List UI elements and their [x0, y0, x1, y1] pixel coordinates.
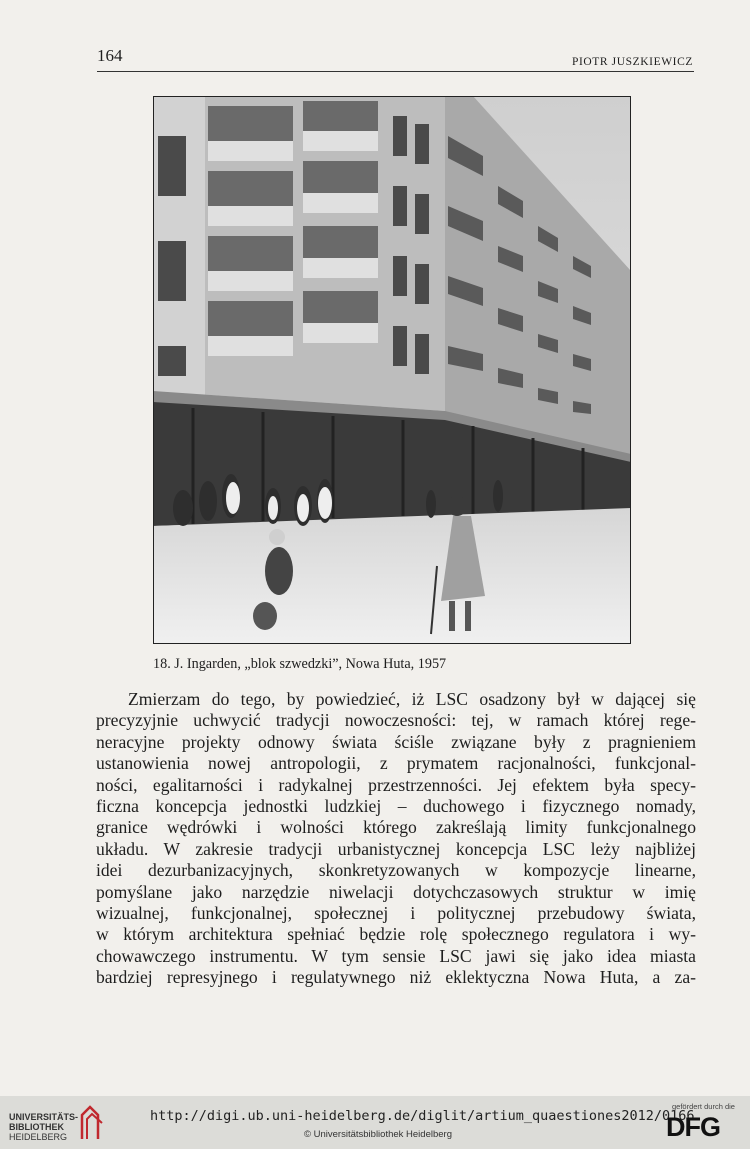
body-line: granice wędrówki i wolności którego zakreślają limity funkcjonalnego	[96, 817, 696, 838]
body-line: wizualnej, funkcjonalnej, społecznej i politycznej przebudowy świata,	[96, 903, 696, 924]
body-line: neracyjne projekty odnowy świata ściśle związane były z pragnieniem	[96, 731, 696, 752]
header-rule	[97, 71, 694, 72]
library-name	[9, 1112, 78, 1142]
body-line: ustanowienia nowej antropologii, z prymatem racjonalności, funkcjonal-	[96, 753, 696, 774]
body-line: w którym architektura spełniać będzie rolę społecznego regulatora i wy-	[96, 924, 696, 945]
body-line: pomyślane jako narzędzie niwelacji dotychczasowych struktur w imię	[96, 881, 696, 902]
library-name-line: HEIDELBERG	[9, 1132, 68, 1142]
footer-bar	[0, 1096, 750, 1149]
photo-apartment-block-icon	[153, 96, 631, 644]
body-line: Zmierzam do tego, by powiedzieć, iż LSC osadzony był w dającej się	[128, 689, 696, 709]
body-line: chowawczego instrumentu. W tym sensie LSC jawi się jako idea miasta	[96, 945, 696, 966]
page-number: 164	[97, 46, 123, 65]
body-line: ności, egalitarności i radykalnej przestrzenności. Jej efektem była specy-	[96, 774, 696, 795]
running-head: PIOTR JUSZKIEWICZ	[571, 56, 693, 68]
library-logo-icon	[78, 1105, 106, 1141]
copyright-notice: © Universitätsbibliothek Heidelberg	[304, 1129, 452, 1140]
body-line: precyzyjnie uchwycić tradycji nowoczesności: tej, w ramach której rege-	[96, 710, 696, 731]
figure-caption: 18. J. Ingarden, „blok szwedzki”, Nowa Huta, 1957	[153, 656, 447, 672]
dfg-logo: DFG	[666, 1112, 720, 1142]
body-line: układu. W zakresie tradycji urbanistycznej koncepcja LSC leży najbliżej	[96, 838, 696, 859]
funded-by-label: gefördert durch die	[672, 1102, 735, 1111]
library-name-line: BIBLIOTHEK	[9, 1122, 64, 1132]
body-text	[96, 689, 696, 989]
figure-photo	[153, 96, 631, 644]
library-name-line: UNIVERSITÄTS-	[9, 1112, 79, 1122]
source-url-link[interactable]: http://digi.ub.uni-heidelberg.de/diglit/artium_quaestiones2012/0166	[150, 1108, 695, 1124]
body-line: idei dezurbanizacyjnych, skonkretyzowanych w kompozycje linearne,	[96, 860, 696, 881]
body-line: bardziej represyjnego i regulatywnego niż eklektyczna Nowa Huta, a za-	[96, 967, 696, 988]
body-line: ficzna koncepcja jednostki ludzkiej – duchowego i fizycznego nomady,	[96, 796, 696, 817]
